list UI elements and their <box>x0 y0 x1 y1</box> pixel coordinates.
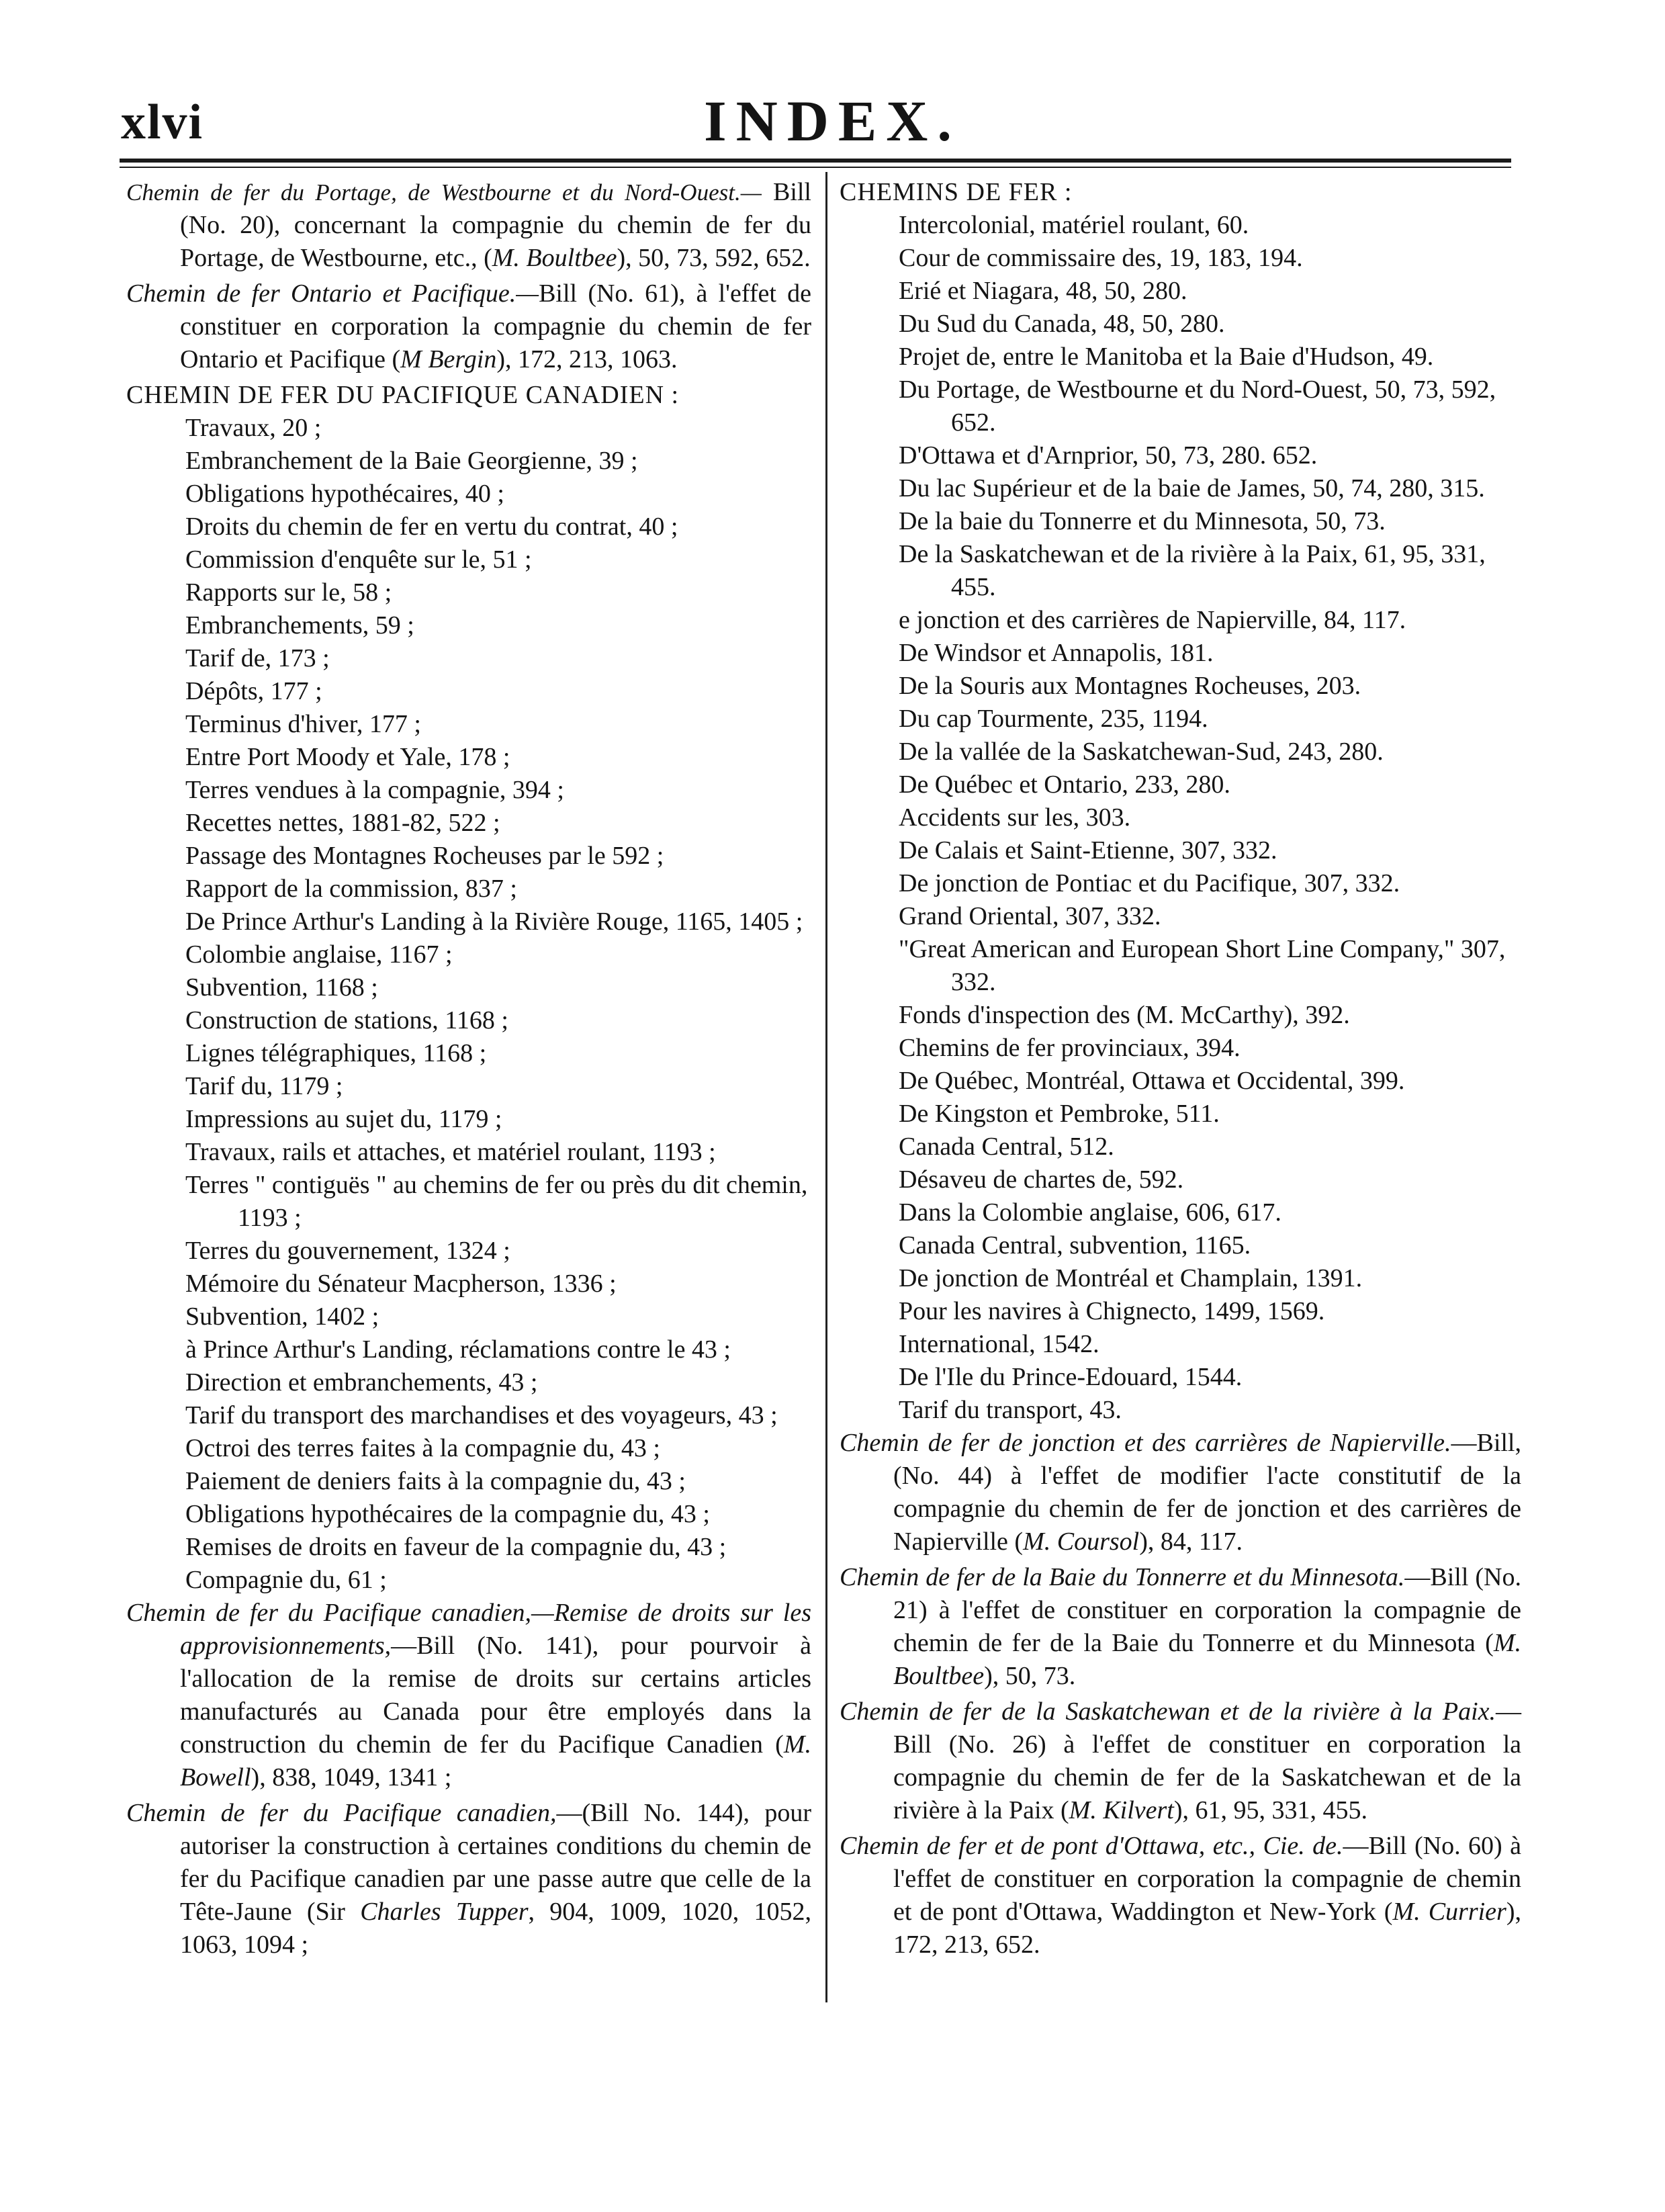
subentry: Passage des Montagnes Rocheuses par le 592 ; <box>185 842 664 870</box>
subentry: Lignes télégraphiques, 1168 ; <box>185 1039 487 1067</box>
subentry: Dans la Colombie anglaise, 606, 617. <box>899 1198 1281 1227</box>
subentry: Du Sud du Canada, 48, 50, 280. <box>899 310 1225 338</box>
member-name: M. Coursol <box>1023 1528 1140 1556</box>
subentry: De Calais et Saint-Etienne, 307, 332. <box>899 836 1277 865</box>
subentry: Grand Oriental, 307, 332. <box>899 902 1161 930</box>
member-name: M. Bowell <box>180 1730 811 1791</box>
subentry: Terminus d'hiver, 177 ; <box>185 710 421 738</box>
subentry: Travaux, rails et attaches, et matériel roulant, 1193 ; <box>185 1138 716 1166</box>
entry-body: —(Bill No. 144), pour autoriser la construction à certaines conditions du chemin de fer du Pacifique canadien par une passe autre que celle de la Tête-Jaune (Sir <box>180 1799 811 1926</box>
subentry: Travaux, 20 ; <box>185 414 322 442</box>
subentry: Obligations hypothécaires, 40 ; <box>185 480 504 508</box>
subentry: Tarif du transport, 43. <box>899 1396 1122 1424</box>
index-entry-baie-tonnerre <box>840 1561 1521 1693</box>
subentry: De Québec, Montréal, Ottawa et Occidental, 399. <box>899 1067 1405 1095</box>
entry-pages: ), 838, 1049, 1341 ; <box>251 1763 452 1791</box>
subentry: Subvention, 1168 ; <box>185 973 378 1002</box>
subentry: Commission d'enquête sur le, 51 ; <box>185 545 532 574</box>
subentry: Octroi des terres faites à la compagnie du, 43 ; <box>185 1434 660 1462</box>
subentry: Du cap Tourmente, 235, 1194. <box>899 705 1208 733</box>
subentry: Cour de commissaire des, 19, 183, 194. <box>899 244 1303 272</box>
subentry: Impressions au sujet du, 1179 ; <box>185 1105 502 1133</box>
member-name: M. Kilvert <box>1069 1796 1174 1824</box>
subentry: Colombie anglaise, 1167 ; <box>185 940 453 969</box>
index-entry-portage-westbourne <box>126 176 811 275</box>
member-name: Charles Tupper <box>360 1898 529 1926</box>
index-entry-napierville <box>840 1427 1521 1558</box>
entry-body: —Bill, (No. 44) à l'effet de modifier l'acte constitutif de la compagnie du chemin de fer de jonction et des carrières de Napierville ( <box>893 1429 1521 1556</box>
subentry: De Kingston et Pembroke, 511. <box>899 1100 1220 1128</box>
page-number: xlvi <box>121 95 204 150</box>
column-divider <box>825 172 827 2002</box>
entry-body: —Bill (No. 21) à l'effet de constituer en corporation la compagnie de chemin de fer de la Baie du Tonnerre et du Minnesota ( <box>893 1563 1521 1657</box>
section-heading-railways: CHEMINS DE FER : <box>840 178 1073 206</box>
entry-title: Chemin de fer du Pacifique canadien,—Remise de droits sur les approvisionnements, <box>126 1599 811 1660</box>
entry-pages: ), 50, 73. <box>984 1662 1076 1690</box>
subentry: De la baie du Tonnerre et du Minnesota, 50, 73. <box>899 507 1386 535</box>
entry-pages: ), 84, 117. <box>1139 1528 1243 1556</box>
cpr-subentries <box>126 412 811 1597</box>
subentry: Recettes nettes, 1881-82, 522 ; <box>185 809 500 837</box>
subentry: De la Souris aux Montagnes Rocheuses, 203. <box>899 672 1361 700</box>
subentry: Pour les navires à Chignecto, 1499, 1569. <box>899 1297 1325 1325</box>
member-name: M. Boultbee <box>492 244 617 272</box>
subentry: Dépôts, 177 ; <box>185 677 322 705</box>
subentry: Du Portage, de Westbourne et du Nord-Ouest, 50, 73, 592, 652. <box>899 375 1496 437</box>
header-rule-thin <box>120 167 1511 168</box>
subentry: De jonction de Pontiac et du Pacifique, 307, 332. <box>899 869 1400 897</box>
entry-title: Chemin de fer de jonction et des carrières de Napierville. <box>840 1429 1451 1457</box>
left-column <box>126 176 811 1964</box>
right-column <box>840 176 1521 1964</box>
subentry: De la Saskatchewan et de la rivière à la Paix, 61, 95, 331, 455. <box>899 540 1486 601</box>
subentry: Embranchement de la Baie Georgienne, 39 ; <box>185 447 638 475</box>
subentry: Chemins de fer provinciaux, 394. <box>899 1034 1241 1062</box>
subentry: Rapport de la commission, 837 ; <box>185 875 517 903</box>
subentry: Tarif du, 1179 ; <box>185 1072 343 1100</box>
subentry: Erié et Niagara, 48, 50, 280. <box>899 277 1187 305</box>
subentry: Rapports sur le, 58 ; <box>185 578 392 607</box>
subentry: Mémoire du Sénateur Macpherson, 1336 ; <box>185 1270 617 1298</box>
subentry: D'Ottawa et d'Arnprior, 50, 73, 280. 652. <box>899 441 1318 470</box>
subentry: International, 1542. <box>899 1330 1099 1358</box>
entry-title: Chemin de fer du Pacifique canadien, <box>126 1799 557 1827</box>
subentry: Subvention, 1402 ; <box>185 1302 379 1331</box>
entry-title: Chemin de fer du Portage, de Westbourne et du Nord-Ouest.— <box>126 179 762 206</box>
header-rule-thick <box>120 159 1511 163</box>
section-heading-cpr: CHEMIN DE FER DU PACIFIQUE CANADIEN : <box>126 381 680 409</box>
subentry: Canada Central, 512. <box>899 1133 1114 1161</box>
entry-title: Chemin de fer de la Baie du Tonnerre et du Minnesota. <box>840 1563 1405 1591</box>
index-entry-saskatchewan <box>840 1695 1521 1827</box>
member-name: M. Boultbee <box>893 1629 1521 1690</box>
subentry: à Prince Arthur's Landing, réclamations contre le 43 ; <box>185 1335 731 1364</box>
entry-body: —Bill (No. 141), pour pourvoir à l'allocation de la remise de droits sur certains articles manufacturés au Canada pour être employés dans la construction du chemin de fer du Pacifique Canadien ( <box>180 1632 811 1759</box>
member-name: M. Currier <box>1392 1898 1506 1926</box>
subentry: Direction et embranchements, 43 ; <box>185 1368 538 1397</box>
entry-title: Chemin de fer et de pont d'Ottawa, etc., Cie. de. <box>840 1832 1343 1860</box>
subentry: Canada Central, subvention, 1165. <box>899 1231 1251 1259</box>
entry-pages: ), 172, 213, 652. <box>893 1898 1521 1959</box>
subentry: Terres vendues à la compagnie, 394 ; <box>185 776 564 804</box>
subentry: De jonction de Montréal et Champlain, 1391. <box>899 1264 1363 1292</box>
entry-pages: ), 61, 95, 331, 455. <box>1173 1796 1368 1824</box>
entry-body: — Bill (No. 26) à l'effet de constituer en corporation la compagnie du chemin de fer de la Saskatchewan et de la rivière à la Paix ( <box>893 1697 1521 1824</box>
index-entry-pont-ottawa <box>840 1830 1521 1961</box>
entry-title: Chemin de fer Ontario et Pacifique.— <box>126 279 539 308</box>
subentry: Paiement de deniers faits à la compagnie du, 43 ; <box>185 1467 686 1495</box>
subentry: Désaveu de chartes de, 592. <box>899 1165 1184 1194</box>
entry-pages: ), 172, 213, 1063. <box>496 345 678 373</box>
subentry: Terres " contiguës " au chemins de fer ou près du dit chemin, 1193 ; <box>185 1171 808 1232</box>
subentry: Fonds d'inspection des (M. McCarthy), 392. <box>899 1001 1350 1029</box>
subentry: Construction de stations, 1168 ; <box>185 1006 508 1034</box>
railway-subentries <box>840 209 1521 1427</box>
subentry: Tarif du transport des marchandises et des voyageurs, 43 ; <box>185 1401 778 1429</box>
entry-title: Chemin de fer de la Saskatchewan et de la rivière à la Paix. <box>840 1697 1496 1726</box>
entry-pages: , 904, 1009, 1020, 1052, 1063, 1094 ; <box>180 1898 811 1959</box>
subentry: Tarif de, 173 ; <box>185 644 330 672</box>
entry-body: Bill (No. 61), à l'effet de constituer en corporation la compagnie du chemin de fer Ontario et Pacifique ( <box>180 279 811 373</box>
subentry: Remises de droits en faveur de la compagnie du, 43 ; <box>185 1533 727 1561</box>
subentry: Embranchements, 59 ; <box>185 611 414 639</box>
subentry: Compagnie du, 61 ; <box>185 1566 387 1594</box>
subentry: De la vallée de la Saskatchewan-Sud, 243, 280. <box>899 738 1384 766</box>
member-name: M Bergin <box>400 345 497 373</box>
subentry: e jonction et des carrières de Napierville, 84, 117. <box>899 606 1406 634</box>
entry-body: —Bill (No. 60) à l'effet de constituer en corporation la compagnie de chemin et de pont d'Ottawa, Waddington et New-York ( <box>893 1832 1521 1926</box>
subentry: Obligations hypothécaires de la compagnie du, 43 ; <box>185 1500 710 1528</box>
index-entry-cpr-passe <box>126 1797 811 1961</box>
subentry: Du lac Supérieur et de la baie de James, 50, 74, 280, 315. <box>899 474 1485 502</box>
subentry: De l'Ile du Prince-Edouard, 1544. <box>899 1363 1243 1391</box>
subentry: De Québec et Ontario, 233, 280. <box>899 770 1230 799</box>
subentry: Accidents sur les, 303. <box>899 803 1131 832</box>
index-entry-cpr-remise-droits <box>126 1597 811 1794</box>
subentry: "Great American and European Short Line Company," 307, 332. <box>899 935 1506 996</box>
entry-pages: ), 50, 73, 592, 652. <box>617 244 811 272</box>
index-entry-ontario-pacifique <box>126 277 811 376</box>
subentry: De Prince Arthur's Landing à la Rivière Rouge, 1165, 1405 ; <box>185 908 803 936</box>
subentry: Projet de, entre le Manitoba et la Baie d'Hudson, 49. <box>899 343 1434 371</box>
entry-body: Bill (No. 20), concernant la compagnie du chemin de fer du Portage, de Westbourne, etc., ( <box>180 178 811 272</box>
subentry: Droits du chemin de fer en vertu du contrat, 40 ; <box>185 513 678 541</box>
page-title: INDEX. <box>704 89 961 153</box>
subentry: De Windsor et Annapolis, 181. <box>899 639 1214 667</box>
subentry: Entre Port Moody et Yale, 178 ; <box>185 743 510 771</box>
subentry: Intercolonial, matériel roulant, 60. <box>899 211 1249 239</box>
subentry: Terres du gouvernement, 1324 ; <box>185 1237 510 1265</box>
